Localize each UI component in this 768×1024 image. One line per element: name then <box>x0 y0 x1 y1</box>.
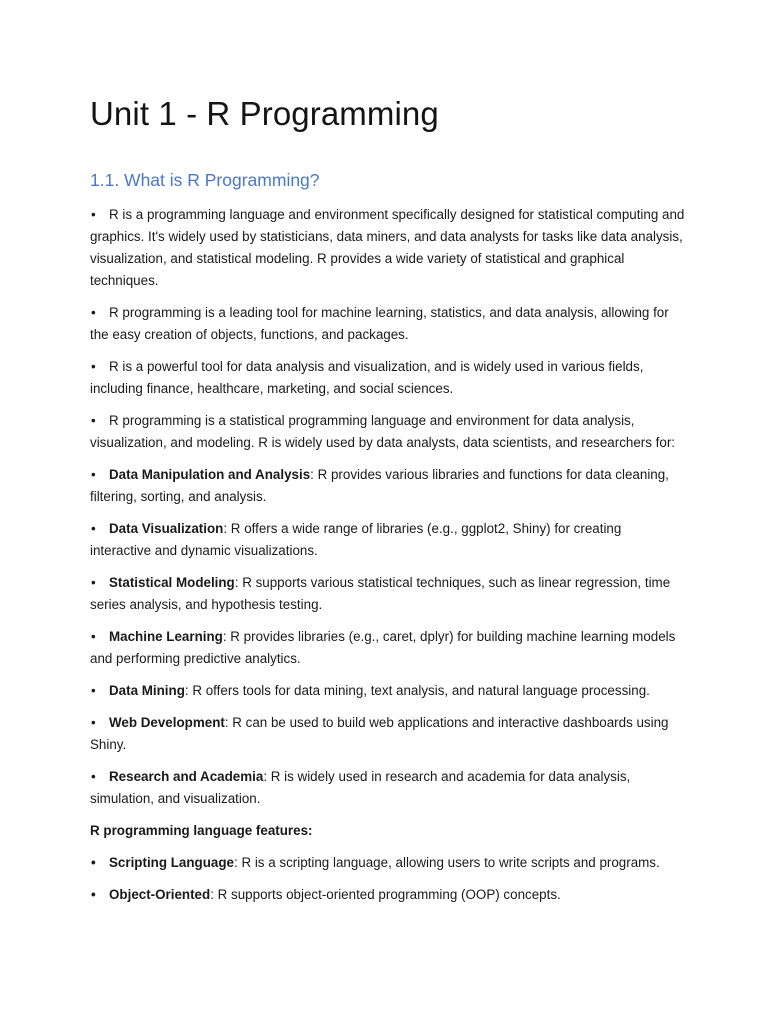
bullet-icon: • <box>91 305 96 320</box>
feature-text: : R supports object-oriented programming (OOP) concepts. <box>210 887 561 902</box>
bullet-icon: • <box>91 887 96 902</box>
bullet-icon: • <box>91 715 96 730</box>
use-case-item <box>90 680 685 702</box>
bullet-icon: • <box>91 359 96 374</box>
intro-bullet <box>90 410 685 454</box>
use-case-item <box>90 464 685 508</box>
use-case-text: : R is widely used in research and academia for data analysis, simulation, and visualization. <box>90 769 631 806</box>
intro-bullet-text: R is a powerful tool for data analysis and visualization, and is widely used in various fields, including finance, healthcare, marketing, and social sciences. <box>90 359 644 396</box>
bullet-icon: • <box>91 207 96 222</box>
intro-bullet <box>90 302 685 346</box>
bullet-icon: • <box>91 629 96 644</box>
use-case-term: Data Manipulation and Analysis <box>109 467 311 482</box>
section-heading: 1.1. What is R Programming? <box>90 170 320 190</box>
intro-bullet <box>90 204 685 292</box>
use-case-text: : R provides libraries (e.g., caret, dplyr) for building machine learning models and performing predictive analytics. <box>90 629 676 666</box>
bullet-icon: • <box>91 575 96 590</box>
feature-item <box>90 852 685 874</box>
page-title: Unit 1 - R Programming <box>90 95 439 132</box>
bullet-icon: • <box>91 521 96 536</box>
intro-bullet-text: R programming is a leading tool for machine learning, statistics, and data analysis, allowing for the easy creation of objects, functions, and packages. <box>90 305 669 342</box>
features-label: R programming language features: <box>90 823 313 838</box>
use-case-item <box>90 626 685 670</box>
bullet-icon: • <box>91 769 96 784</box>
bullet-icon: • <box>91 467 96 482</box>
use-case-item <box>90 712 685 756</box>
feature-item <box>90 884 685 906</box>
bullet-icon: • <box>91 683 96 698</box>
use-case-item <box>90 518 685 562</box>
feature-term: Scripting Language <box>109 855 234 870</box>
use-case-text: : R supports various statistical techniques, such as linear regression, time series analysis, and hypothesis testing. <box>90 575 671 612</box>
use-case-item <box>90 766 685 810</box>
use-case-item <box>90 572 685 616</box>
use-case-term: Machine Learning <box>109 629 223 644</box>
use-case-term: Statistical Modeling <box>109 575 235 590</box>
intro-bullet <box>90 356 685 400</box>
intro-bullet-text: R is a programming language and environment specifically designed for statistical computing and graphics. It's widely used by statisticians, data miners, and data analysts for tasks like data analysis, visualization, and statistical modeling. R provides a wide variety of statistical and graphical techniques. <box>90 207 685 288</box>
use-case-term: Research and Academia <box>109 769 264 784</box>
bullet-icon: • <box>91 855 96 870</box>
use-case-text: : R offers a wide range of libraries (e.g., ggplot2, Shiny) for creating interactive and dynamic visualizations. <box>90 521 622 558</box>
intro-bullet-text: R programming is a statistical programming language and environment for data analysis, visualization, and modeling. R is widely used by data analysts, data scientists, and researchers for: <box>90 413 676 450</box>
use-case-text: : R offers tools for data mining, text analysis, and natural language processing. <box>184 683 650 698</box>
use-case-text: : R can be used to build web applications and interactive dashboards using Shiny. <box>90 715 669 752</box>
use-case-text: : R provides various libraries and functions for data cleaning, filtering, sorting, and analysis. <box>90 467 669 504</box>
feature-term: Object-Oriented <box>109 887 211 902</box>
bullet-icon: • <box>91 413 96 428</box>
document-body <box>90 204 685 916</box>
feature-text: : R is a scripting language, allowing users to write scripts and programs. <box>234 855 660 870</box>
use-case-term: Web Development <box>109 715 225 730</box>
use-case-term: Data Visualization <box>109 521 224 536</box>
use-case-term: Data Mining <box>109 683 185 698</box>
